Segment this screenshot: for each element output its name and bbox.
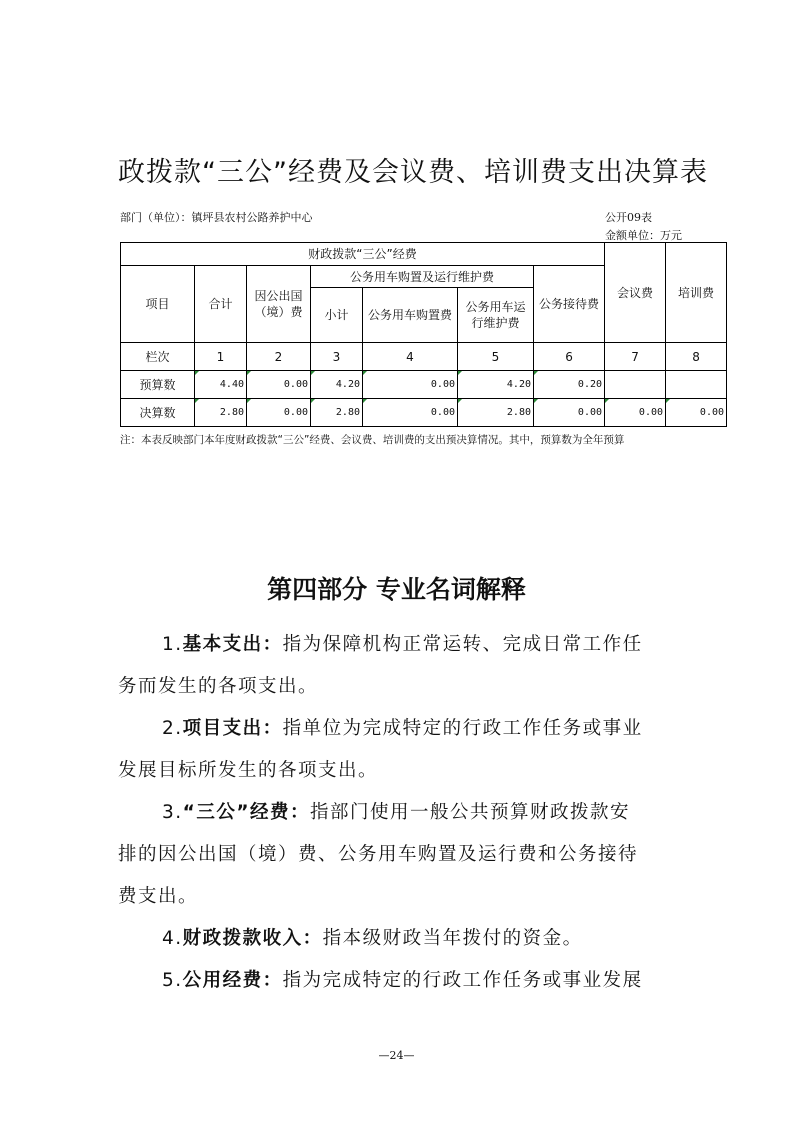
definition-item: 3.“三公”经费：指部门使用一般公共预算财政拨款安 排的因公出国（境）费、公务用车购置及运行费和公务接待 费支出。	[118, 802, 639, 907]
col-item: 项目	[121, 266, 195, 343]
col-meeting: 会议费	[605, 243, 666, 343]
cell: 0.20	[534, 371, 605, 399]
col-total: 合计	[195, 266, 247, 343]
cell: 4.20	[458, 371, 534, 399]
table-row	[121, 371, 727, 399]
cell: 0.00	[534, 399, 605, 427]
cell: 5	[458, 343, 534, 371]
table-number: 公开09表	[605, 211, 652, 224]
row-label: 栏次	[121, 343, 195, 371]
cell: 2	[247, 343, 311, 371]
col-reception: 公务接待费	[534, 266, 605, 343]
cell: 0.00	[666, 399, 727, 427]
cell	[666, 371, 727, 399]
cell: 4.20	[311, 371, 363, 399]
row-label: 决算数	[121, 399, 195, 427]
cell: 1	[195, 343, 247, 371]
cell	[605, 371, 666, 399]
col-subtotal: 小计	[311, 288, 363, 343]
definition-item: 4.财政拨款收入：指本级财政当年拨付的资金。	[162, 928, 583, 949]
col-abroad: 因公出国（境）费	[247, 266, 311, 343]
cell: 2.80	[458, 399, 534, 427]
row-label: 预算数	[121, 371, 195, 399]
cell: 0.00	[247, 399, 311, 427]
vehicle-group-header: 公务用车购置及运行维护费	[311, 266, 534, 288]
cell: 0.00	[363, 371, 458, 399]
cell: 8	[666, 343, 727, 371]
cell: 0.00	[605, 399, 666, 427]
definition-item: 2.项目支出：指单位为完成特定的行政工作任务或事业 发展目标所发生的各项支出。	[118, 718, 643, 781]
group-header: 财政拨款“三公”经费	[121, 243, 605, 266]
col-purchase: 公务用车购置费	[363, 288, 458, 343]
department-label: 部门（单位）：镇坪县农村公路养护中心	[120, 211, 313, 224]
cell: 2.80	[311, 399, 363, 427]
cell: 7	[605, 343, 666, 371]
cell: 4	[363, 343, 458, 371]
cell: 0.00	[363, 399, 458, 427]
page-number: —24—	[378, 1049, 415, 1062]
cell: 2.80	[195, 399, 247, 427]
expense-table	[120, 242, 727, 427]
col-operation: 公务用车运行维护费	[458, 288, 534, 343]
cell: 3	[311, 343, 363, 371]
col-training: 培训费	[666, 243, 727, 343]
cell: 0.00	[247, 371, 311, 399]
table-row	[121, 399, 727, 427]
definition-item: 1.基本支出：指为保障机构正常运转、完成日常工作任 务而发生的各项支出。	[118, 634, 643, 697]
cell: 6	[534, 343, 605, 371]
amount-unit: 金额单位：万元	[605, 229, 682, 242]
table-title: 政拨款“三公”经费及会议费、培训费支出决算表	[118, 157, 708, 188]
definition-item: 5.公用经费：指为完成特定的行政工作任务或事业发展	[162, 970, 643, 991]
table-row	[121, 343, 727, 371]
table-note: 注：本表反映部门本年度财政拨款“三公”经费、会议费、培训费的支出预决算情况。其中，预算数为全年预算	[120, 434, 625, 446]
section-title: 第四部分 专业名词解释	[267, 575, 526, 604]
cell: 4.40	[195, 371, 247, 399]
